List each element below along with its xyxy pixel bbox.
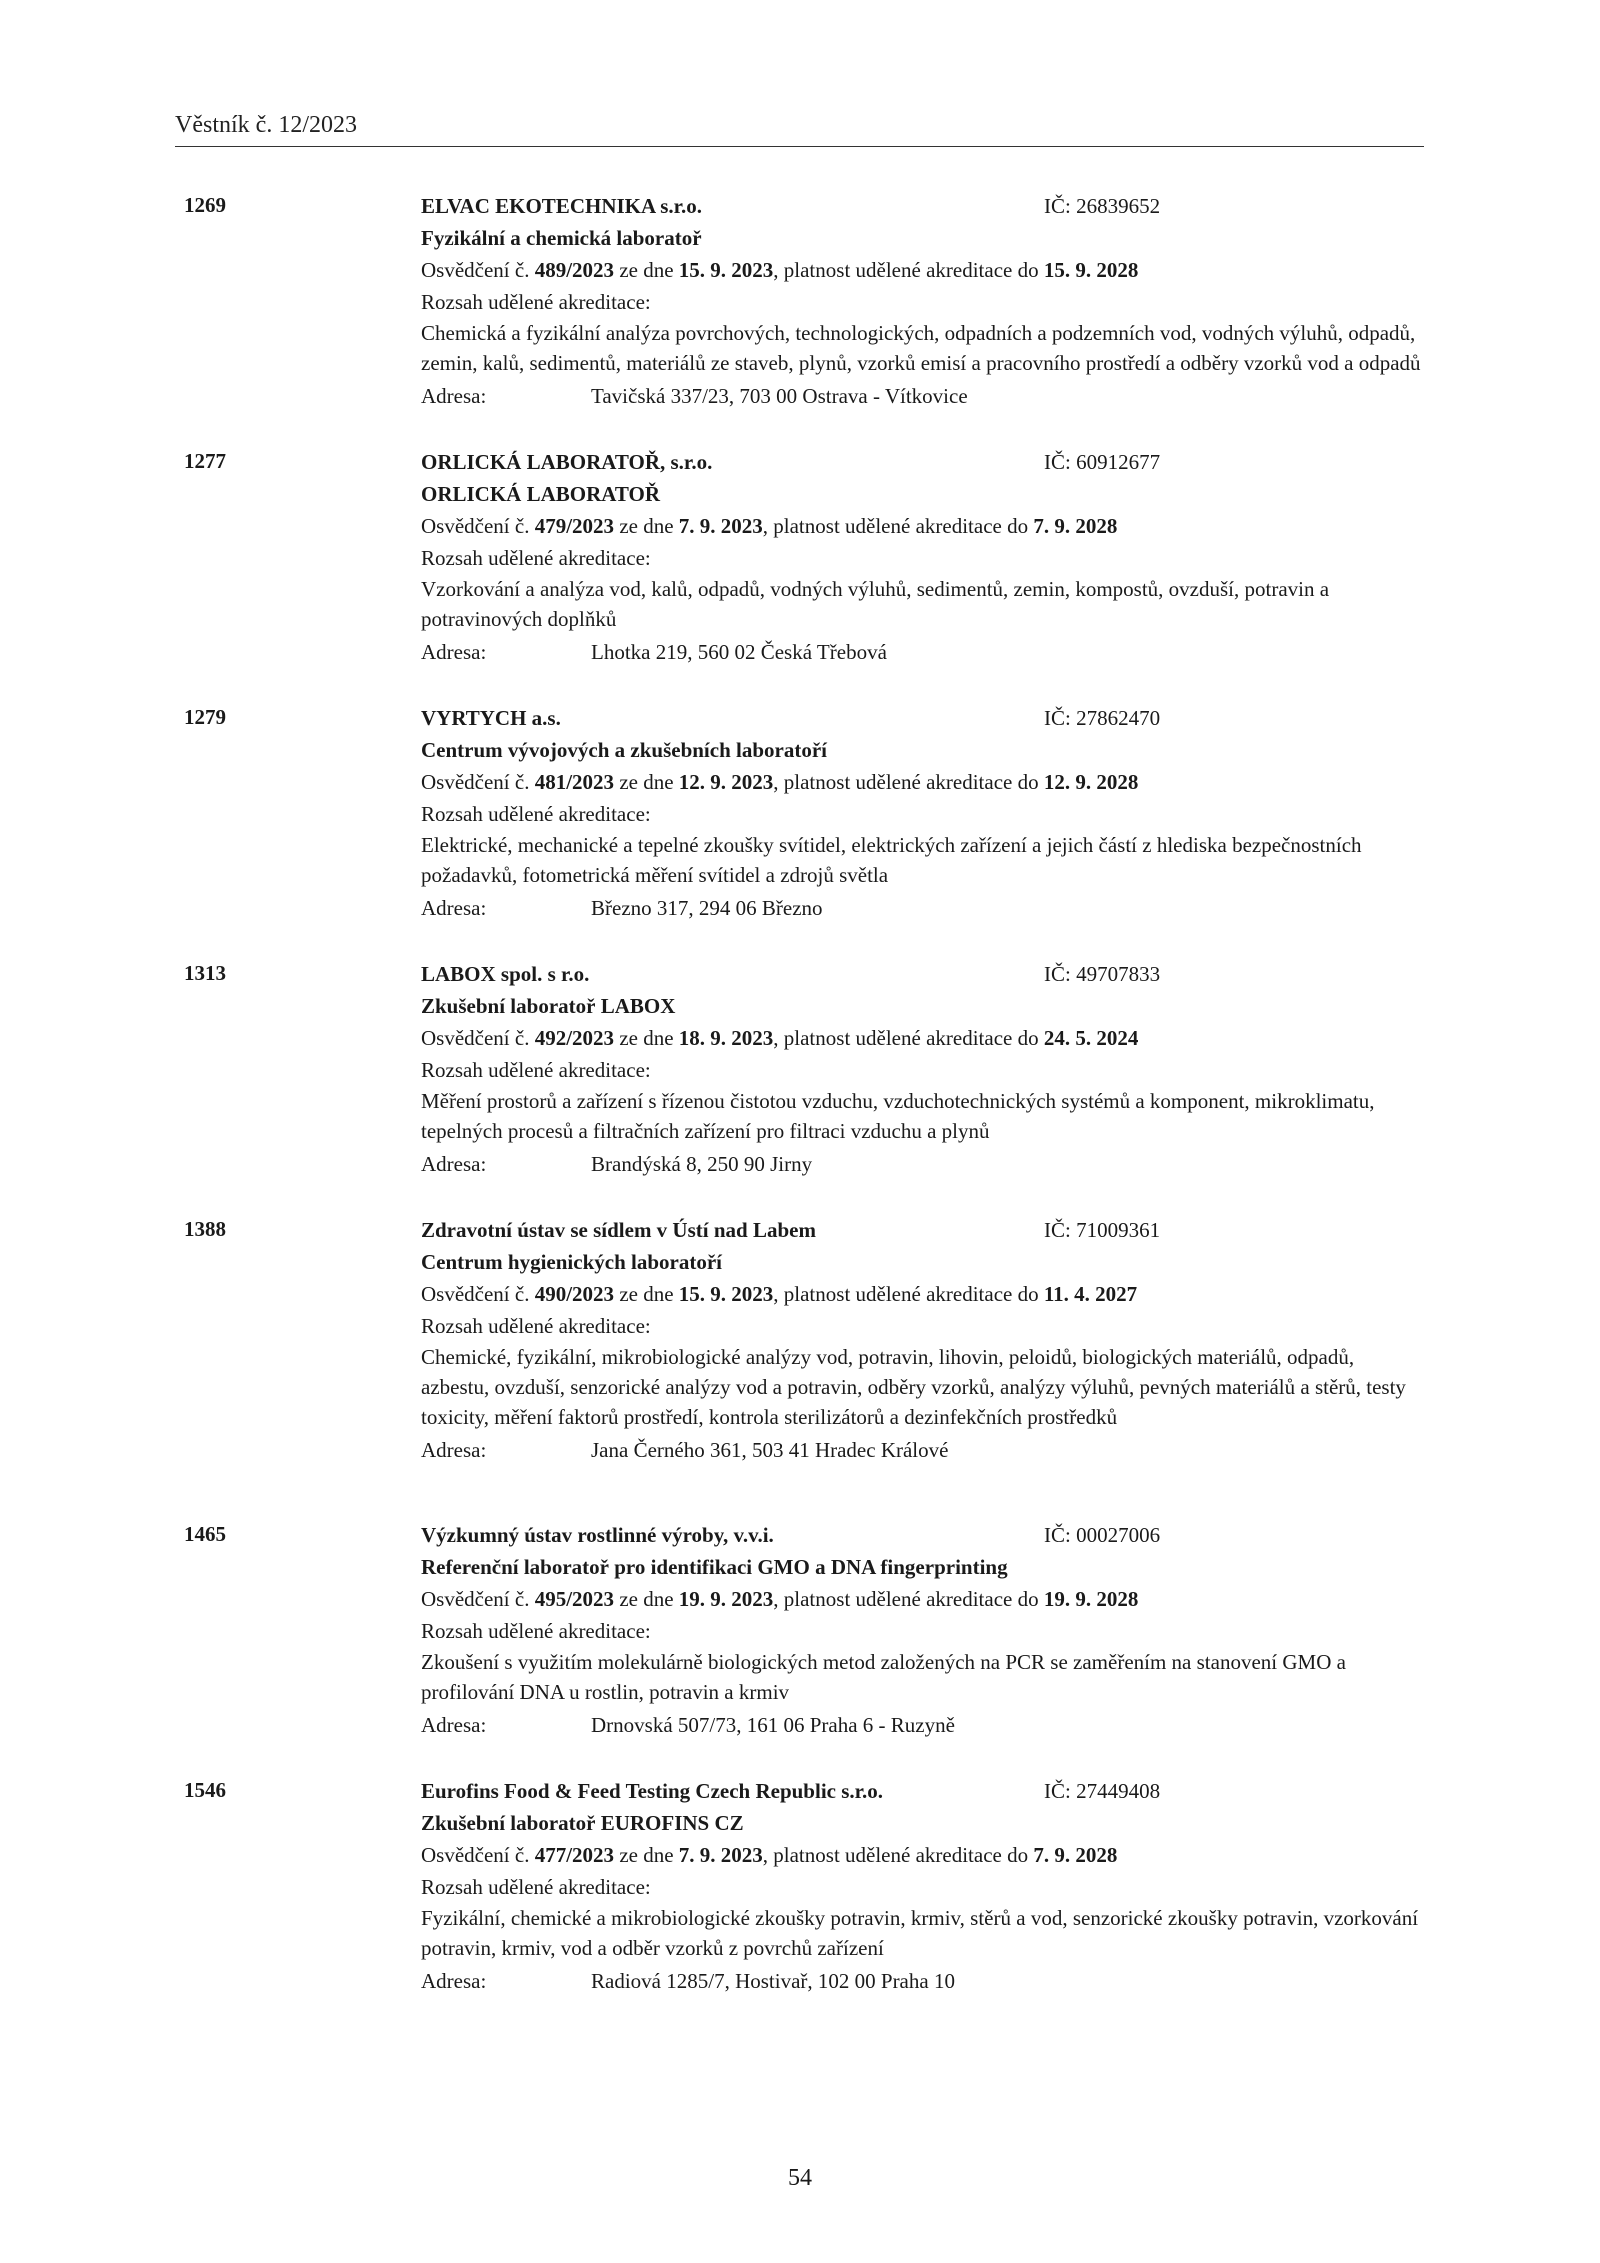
company-id: IČ: 60912677 [1044,450,1161,474]
scope-text: Chemická a fyzikální analýza povrchových, technologických, odpadních a podzemních vod, vodných výluhů, odpadů, zemin, kalů, sedimentů, materiálů ze staveb, plynů, vzorků emisí a pracovního prostředí a odběry vzorků vod a odpadů [421,321,1421,375]
page-number: 54 [788,2165,812,2191]
entry-body [421,1775,1431,1997]
address-row [421,892,1431,924]
entry-number: 1279 [184,705,226,729]
certificate-number: 479/2023 [534,514,615,538]
certificate-date: 15. 9. 2023 [678,1282,774,1306]
address-row [421,380,1431,412]
accreditation-entry [0,190,1600,446]
entry-body [421,446,1431,668]
company-name: Zdravotní ústav se sídlem v Ústí nad Labem IČ: 71009361 [421,1214,1431,1246]
accreditation-entry [0,702,1600,958]
entry-number: 1313 [184,961,226,985]
scope-text: Zkoušení s využitím molekulárně biologických metod založených na PCR se zaměřením na stanovení GMO a profilování DNA u rostlin, potravin a krmiv [421,1650,1346,1704]
entry-body [421,958,1431,1180]
entry-body [421,190,1431,412]
company-id: IČ: 00027006 [1044,1523,1161,1547]
scope-text: Fyzikální, chemické a mikrobiologické zkoušky potravin, krmiv, stěrů a vod, senzorické zkoušky potravin, vzorkování potravin, krmiv, vod a odběr vzorků z povrchů zařízení [421,1906,1419,1960]
address-value: Brandýská 8, 250 90 Jirny [591,1152,813,1176]
lab-name: Centrum hygienických laboratoří [421,1250,722,1274]
accreditation-entry [0,1775,1600,2031]
validity-date: 12. 9. 2028 [1043,770,1139,794]
entry-number: 1388 [184,1217,226,1241]
certificate-number: 489/2023 [534,258,615,282]
bulletin-title: Věstník č. 12/2023 [175,112,357,138]
entry-body [421,1214,1431,1466]
company-name: Výzkumný ústav rostlinné výroby, v.v.i. IČ: 00027006 [421,1519,1431,1551]
accreditation-list [0,190,1600,2031]
certificate-number: 490/2023 [534,1282,615,1306]
certificate-line: Osvědčení č. 490/2023 ze dne 15. 9. 2023, platnost udělené akreditace do 11. 4. 2027 [421,1282,1138,1306]
lab-name: Centrum vývojových a zkušebních laboratoří [421,738,827,762]
accreditation-entry [0,1519,1600,1775]
lab-name: Zkušební laboratoř EUROFINS CZ [421,1811,744,1835]
certificate-line: Osvědčení č. 489/2023 ze dne 15. 9. 2023, platnost udělené akreditace do 15. 9. 2028 [421,258,1139,282]
address-label: Adresa: [421,384,487,408]
certificate-line: Osvědčení č. 479/2023 ze dne 7. 9. 2023, platnost udělené akreditace do 7. 9. 2028 [421,514,1118,538]
scope-text: Vzorkování a analýza vod, kalů, odpadů, vodných výluhů, sedimentů, zemin, kompostů, ovzduší, potravin a potravinových doplňků [421,577,1330,631]
scope-text: Elektrické, mechanické a tepelné zkoušky svítidel, elektrických zařízení a jejich částí z hlediska bezpečnostních požadavků, fotometrická měření svítidel a zdrojů světla [421,833,1362,887]
lab-name: ORLICKÁ LABORATOŘ [421,482,661,506]
address-row [421,1148,1431,1180]
address-label: Adresa: [421,640,487,664]
address-label: Adresa: [421,1713,487,1737]
certificate-line: Osvědčení č. 477/2023 ze dne 7. 9. 2023, platnost udělené akreditace do 7. 9. 2028 [421,1843,1118,1867]
lab-name: Referenční laboratoř pro identifikaci GMO a DNA fingerprinting [421,1555,1008,1579]
address-row [421,1965,1431,1997]
company-name: LABOX spol. s r.o. IČ: 49707833 [421,958,1431,990]
company-id: IČ: 27449408 [1044,1779,1161,1803]
certificate-date: 7. 9. 2023 [678,1843,763,1867]
entry-number: 1277 [184,449,226,473]
address-value: Lhotka 219, 560 02 Česká Třebová [591,640,887,664]
scope-label: Rozsah udělené akreditace: [421,290,651,314]
address-row [421,1434,1431,1466]
certificate-line: Osvědčení č. 481/2023 ze dne 12. 9. 2023, platnost udělené akreditace do 12. 9. 2028 [421,770,1139,794]
address-value: Tavičská 337/23, 703 00 Ostrava - Vítkovice [591,384,968,408]
validity-date: 24. 5. 2024 [1043,1026,1139,1050]
entry-number: 1465 [184,1522,226,1546]
company-name: ORLICKÁ LABORATOŘ, s.r.o. IČ: 60912677 [421,446,1431,478]
address-row [421,1709,1431,1741]
company-name: ELVAC EKOTECHNIKA s.r.o. IČ: 26839652 [421,190,1431,222]
address-label: Adresa: [421,896,487,920]
certificate-date: 15. 9. 2023 [678,258,774,282]
lab-name: Zkušební laboratoř LABOX [421,994,676,1018]
company-id: IČ: 26839652 [1044,194,1161,218]
scope-label: Rozsah udělené akreditace: [421,1619,651,1643]
validity-date: 11. 4. 2027 [1043,1282,1138,1306]
certificate-line: Osvědčení č. 492/2023 ze dne 18. 9. 2023, platnost udělené akreditace do 24. 5. 2024 [421,1026,1139,1050]
company-id: IČ: 27862470 [1044,706,1161,730]
scope-label: Rozsah udělené akreditace: [421,1058,651,1082]
address-value: Březno 317, 294 06 Březno [591,896,823,920]
validity-date: 19. 9. 2028 [1043,1587,1139,1611]
certificate-date: 18. 9. 2023 [678,1026,774,1050]
scope-label: Rozsah udělené akreditace: [421,1875,651,1899]
entry-number: 1546 [184,1778,226,1802]
address-value: Radiová 1285/7, Hostivař, 102 00 Praha 10 [591,1969,955,1993]
accreditation-entry [0,446,1600,702]
certificate-number: 495/2023 [534,1587,615,1611]
entry-number: 1269 [184,193,226,217]
lab-name: Fyzikální a chemická laboratoř [421,226,702,250]
certificate-number: 481/2023 [534,770,615,794]
validity-date: 7. 9. 2028 [1033,1843,1118,1867]
certificate-date: 7. 9. 2023 [678,514,763,538]
address-label: Adresa: [421,1438,487,1462]
company-id: IČ: 49707833 [1044,962,1161,986]
certificate-date: 12. 9. 2023 [678,770,774,794]
address-label: Adresa: [421,1969,487,1993]
scope-text: Chemické, fyzikální, mikrobiologické analýzy vod, potravin, lihovin, peloidů, biologických materiálů, odpadů, azbestu, ovzduší, senzorické analýzy vod a potravin, odběry vzorků, analýzy výluhů, pevných materiálů a stěrů, testy toxicity, měření faktorů prostředí, kontrola sterilizátorů a dezinfekčních prostředků [421,1345,1406,1429]
certificate-number: 477/2023 [534,1843,615,1867]
certificate-date: 19. 9. 2023 [678,1587,774,1611]
entry-body [421,1519,1431,1741]
scope-label: Rozsah udělené akreditace: [421,1314,651,1338]
scope-text: Měření prostorů a zařízení s řízenou čistotou vzduchu, vzduchotechnických systémů a komponent, mikroklimatu, tepelných procesů a filtračních zařízení pro filtraci vzduchu a plynů [421,1089,1375,1143]
company-name: VYRTYCH a.s. IČ: 27862470 [421,702,1431,734]
address-label: Adresa: [421,1152,487,1176]
certificate-number: 492/2023 [534,1026,615,1050]
validity-date: 7. 9. 2028 [1033,514,1118,538]
page-header [175,112,1424,147]
scope-label: Rozsah udělené akreditace: [421,546,651,570]
accreditation-entry [0,958,1600,1214]
certificate-line: Osvědčení č. 495/2023 ze dne 19. 9. 2023, platnost udělené akreditace do 19. 9. 2028 [421,1587,1139,1611]
entry-body [421,702,1431,924]
accreditation-entry [0,1214,1600,1519]
address-value: Jana Černého 361, 503 41 Hradec Králové [591,1438,949,1462]
scope-label: Rozsah udělené akreditace: [421,802,651,826]
address-value: Drnovská 507/73, 161 06 Praha 6 - Ruzyně [591,1713,955,1737]
company-name: Eurofins Food & Feed Testing Czech Republic s.r.o. IČ: 27449408 [421,1775,1431,1807]
validity-date: 15. 9. 2028 [1043,258,1139,282]
address-row [421,636,1431,668]
company-id: IČ: 71009361 [1044,1218,1161,1242]
